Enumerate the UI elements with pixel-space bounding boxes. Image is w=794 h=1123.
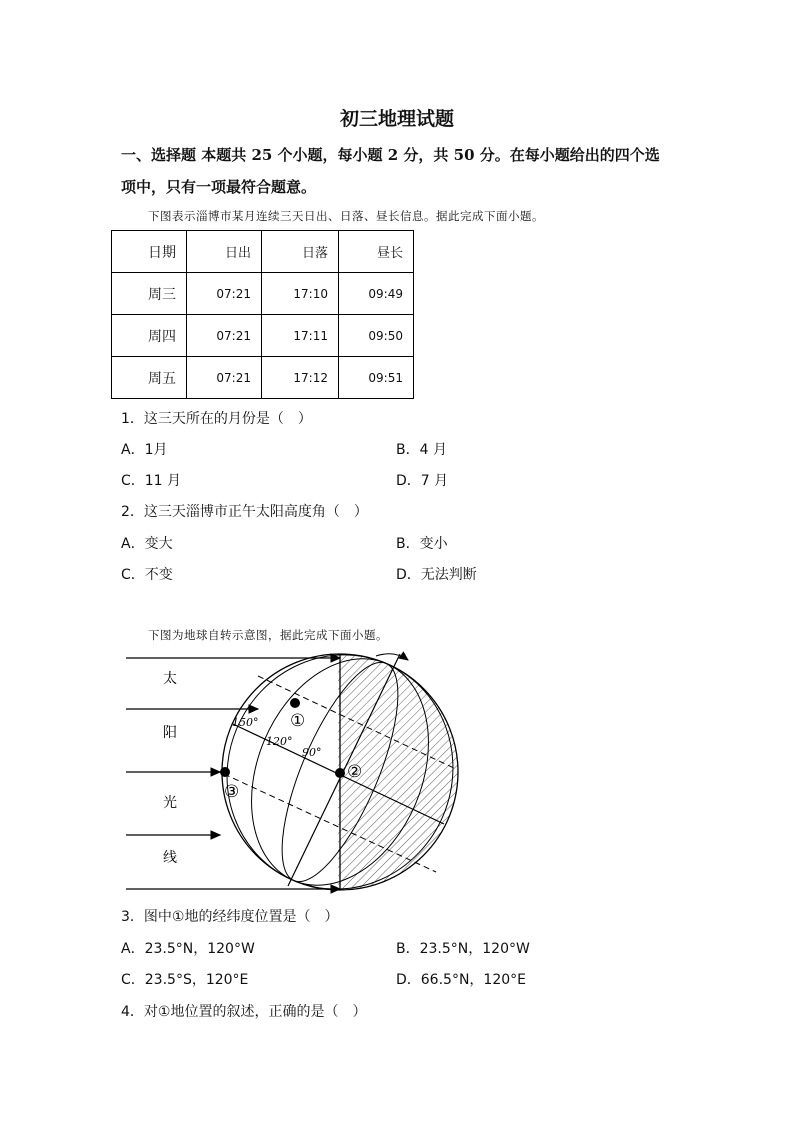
cell-sunrise: 07:21 — [187, 357, 262, 399]
cell-day: 周四 — [112, 315, 187, 357]
cell-sunset: 17:12 — [262, 357, 339, 399]
sunrise-sunset-table — [111, 230, 414, 399]
question-2-option-b[interactable]: B．变小 — [396, 536, 448, 552]
table-row — [112, 315, 414, 357]
sunlight-label-char: 光 — [163, 795, 177, 811]
cell-sunrise: 07:21 — [187, 273, 262, 315]
point-label: ③ — [224, 782, 240, 802]
sunlight-label-char: 线 — [163, 850, 177, 866]
longitude-label: 120° — [266, 735, 293, 748]
cell-daylength: 09:51 — [339, 357, 414, 399]
question-1-option-b[interactable]: B．4 月 — [396, 442, 447, 458]
cell-sunrise: 07:21 — [187, 315, 262, 357]
question-1-option-c[interactable]: C．11 月 — [121, 473, 182, 489]
section-heading-line1: 一、选择题 本题共 25 个小题，每小题 2 分，共 50 分。在每小题给出的四个选 — [121, 146, 660, 164]
header-sunrise: 日出 — [187, 231, 262, 273]
table-row — [112, 357, 414, 399]
cell-sunset: 17:11 — [262, 315, 339, 357]
table-header-row — [112, 231, 414, 273]
header-date: 日期 — [112, 231, 187, 273]
point-label: ① — [290, 711, 306, 731]
cell-day: 周三 — [112, 273, 187, 315]
point-1-marker — [290, 698, 300, 708]
section-heading-line2: 项中，只有一项最符合题意。 — [121, 178, 317, 196]
rotation-arrow-icon — [376, 654, 408, 660]
question-2-stem: 2．这三天淄博市正午太阳高度角（ ） — [121, 504, 368, 520]
point-3-marker — [220, 767, 230, 777]
intro-table: 下图表示淄博市某月连续三天日出、日落、昼长信息。据此完成下面小题。 — [148, 209, 544, 223]
sunlight-arrows — [126, 658, 340, 889]
longitude-label: 150° — [232, 716, 259, 729]
question-3-stem: 3．图中①地的经纬度位置是（ ） — [121, 909, 339, 925]
longitude-label: 90° — [302, 746, 322, 759]
question-1-stem: 1．这三天所在的月份是（ ） — [121, 411, 312, 427]
question-2-option-c[interactable]: C．不变 — [121, 567, 173, 583]
cell-daylength: 09:50 — [339, 315, 414, 357]
cell-sunset: 17:10 — [262, 273, 339, 315]
question-3-option-d[interactable]: D．66.5°N，120°E — [396, 972, 526, 988]
point-2-marker — [335, 768, 345, 778]
sunlight-label-char: 太 — [163, 671, 177, 687]
table-row — [112, 273, 414, 315]
question-3-option-b[interactable]: B．23.5°N，120°W — [396, 941, 530, 957]
intro-diagram: 下图为地球自转示意图，据此完成下面小题。 — [148, 628, 388, 642]
question-2-option-a[interactable]: A．变大 — [121, 536, 173, 552]
earth-rotation-diagram — [118, 646, 464, 898]
header-sunset: 日落 — [262, 231, 339, 273]
question-4-stem: 4．对①地位置的叙述，正确的是（ ） — [121, 1004, 367, 1020]
page-title: 初三地理试题 — [339, 108, 454, 130]
question-3-option-c[interactable]: C．23.5°S，120°E — [121, 972, 249, 988]
header-daylength: 昼长 — [339, 231, 414, 273]
question-3-option-a[interactable]: A．23.5°N，120°W — [121, 941, 255, 957]
question-2-option-d[interactable]: D．无法判断 — [396, 567, 477, 583]
point-label: ② — [347, 762, 363, 782]
question-1-option-a[interactable]: A．1月 — [121, 442, 168, 458]
question-1-option-d[interactable]: D．7 月 — [396, 473, 449, 489]
cell-daylength: 09:49 — [339, 273, 414, 315]
sunlight-label-char: 阳 — [163, 725, 177, 741]
cell-day: 周五 — [112, 357, 187, 399]
